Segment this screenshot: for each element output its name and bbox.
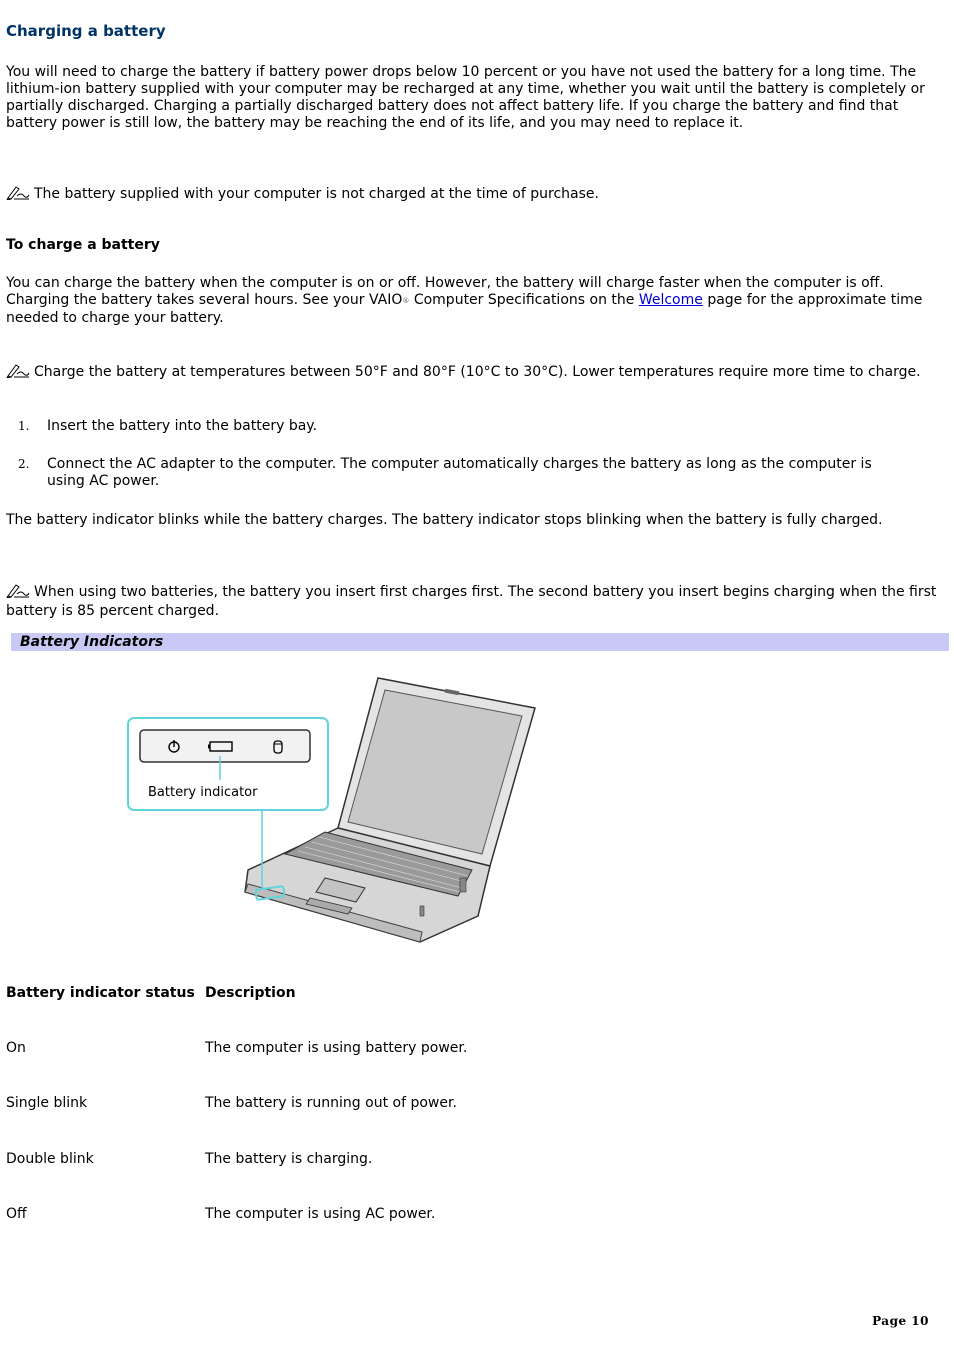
blink-paragraph: The battery indicator blinks while the battery charges. The battery indicator stops blinking when the battery is fully charged. — [6, 512, 883, 528]
note-pencil-icon — [6, 184, 30, 205]
table-cell-status: Single blink — [6, 1095, 88, 1111]
charge-paragraph-part-c: page for the approximate time needed to charge your battery. — [6, 292, 923, 326]
note-3-text: When using two batteries, the battery you insert first charges first. The second battery you insert begins charging when the first battery is 85 percent charged. — [6, 584, 937, 619]
note-pencil-icon — [6, 362, 30, 383]
step-text: Connect the AC adapter to the computer. The computer automatically charges the battery as long as the computer is using AC power. — [47, 456, 872, 489]
note-2 — [6, 362, 946, 383]
table-cell-description: The computer is using AC power. — [205, 1206, 436, 1222]
charge-paragraph — [6, 275, 946, 327]
table-cell-status: Off — [6, 1206, 27, 1222]
intro-paragraph: You will need to charge the battery if battery power drops below 10 percent or you have not used the battery for a long time. The lithium-ion battery supplied with your computer may be recharged at any time, whether you wait until the battery is completely or partially discharged. Charging a partially discharged battery does not affect battery life. If you charge the battery and find that battery power is still low, the battery may be reaching the end of its life, and you may need to replace it. — [6, 64, 925, 131]
note-pencil-icon — [6, 582, 30, 603]
table-cell-description: The battery is charging. — [205, 1151, 373, 1167]
note-3 — [6, 582, 946, 620]
step-number: 1. — [18, 419, 30, 433]
step-text: Insert the battery into the battery bay. — [47, 418, 318, 434]
figure-label: Battery indicator — [148, 785, 258, 800]
table-cell-description: The computer is using battery power. — [205, 1040, 468, 1056]
laptop-illustration — [120, 670, 550, 950]
note-1-text: The battery supplied with your computer is not charged at the time of purchase. — [34, 186, 599, 202]
step-number: 2. — [18, 457, 30, 471]
charge-paragraph-part-b: Computer Specifications on the — [409, 292, 639, 308]
section-bar-battery-indicators: Battery Indicators — [11, 633, 949, 651]
subheading: To charge a battery — [6, 237, 160, 253]
charge-paragraph-part-a: You can charge the battery when the computer is on or off. However, the battery will charge faster when the computer is off. Charging the battery takes several hours. See your VAIO — [6, 275, 884, 308]
welcome-link[interactable]: Welcome — [638, 292, 703, 308]
table-cell-description: The battery is running out of power. — [205, 1095, 457, 1111]
note-1 — [6, 184, 946, 205]
battery-indicator-figure — [120, 670, 550, 950]
page-number: Page 10 — [872, 1314, 929, 1328]
table-cell-status: On — [6, 1040, 26, 1056]
note-2-text: Charge the battery at temperatures between 50°F and 80°F (10°C to 30°C). Lower temperatures require more time to charge. — [34, 364, 921, 380]
table-header-status: Battery indicator status — [6, 985, 195, 1001]
page-title: Charging a battery — [6, 22, 166, 40]
table-header-description: Description — [205, 985, 296, 1001]
table-cell-status: Double blink — [6, 1151, 94, 1167]
registered-mark: ® — [402, 297, 410, 305]
